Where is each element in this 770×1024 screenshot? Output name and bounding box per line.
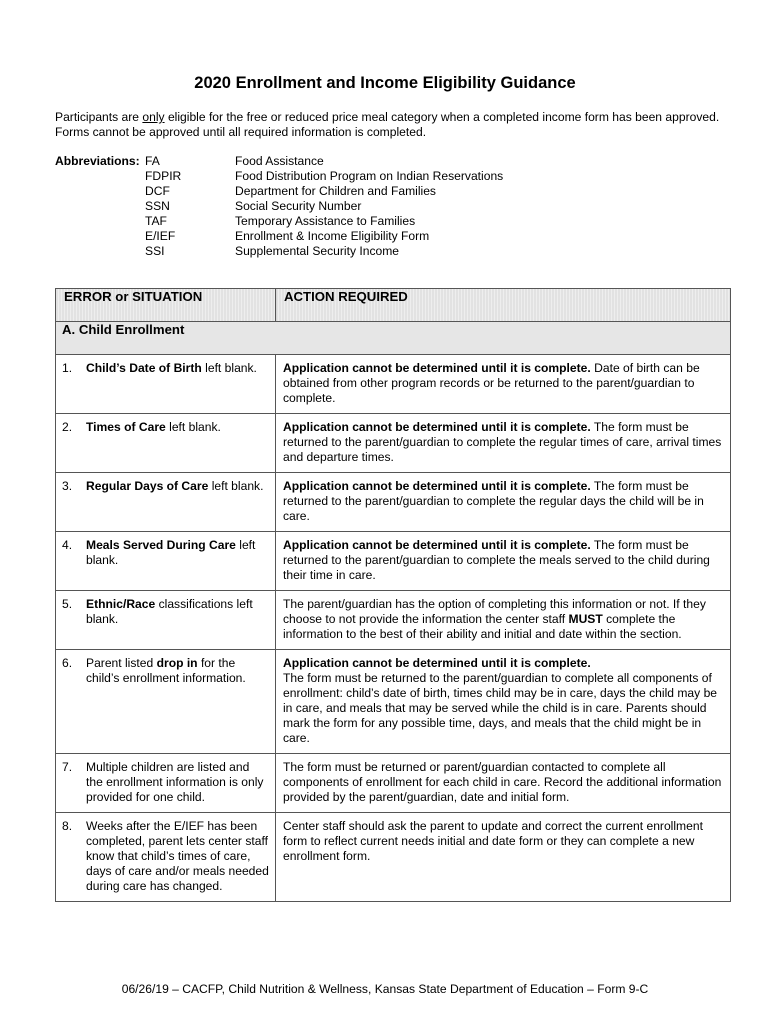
situation-cell [56,754,276,813]
intro-emphasis: only [142,110,165,124]
intro-text-before: Participants are [55,110,143,124]
action-cell: Application cannot be determined until it is complete. The form must be returned to the parent/guardian to complete the regular times of care, arrival times and departure times. [276,414,731,473]
table-row [56,754,731,813]
situation-cell [56,414,276,473]
page-title: 2020 Enrollment and Income Eligibility Guidance [194,74,576,92]
situation-text: Times of Care left blank. [86,420,221,434]
table-row [56,473,731,532]
situation-cell [56,813,276,902]
situation-cell [56,650,276,754]
situation-text: Regular Days of Care left blank. [86,479,264,493]
row-number: 2. [62,420,73,434]
abbr-meaning: Food Assistance [235,154,324,168]
action-cell: The form must be returned or parent/guardian contacted to complete all components of enrollment for each child in care. Record the additional information provided by the parent/guardian, date and initial form. [276,754,731,813]
row-number: 4. [62,538,73,552]
situation-cell [56,591,276,650]
row-number: 1. [62,361,73,375]
situation-text: Weeks after the E/IEF has been completed, parent lets center staff know that child’s times of care, days of care and/or meals needed during care has changed. [86,819,269,893]
abbreviation-meanings [235,154,503,259]
situation-cell [56,532,276,591]
abbr-meaning: Department for Children and Families [235,184,436,198]
abbr-meaning: Food Distribution Program on Indian Reservations [235,169,504,183]
abbr-code: FDPIR [145,169,182,183]
abbr-code: E/IEF [145,229,176,243]
action-cell: Application cannot be determined until it is complete. The form must be returned to the parent/guardian to complete the meals served to the child during their time in care. [276,532,731,591]
row-number: 8. [62,819,73,833]
abbreviations-label: Abbreviations: [55,154,140,168]
situation-text: Meals Served During Care left blank. [86,538,256,567]
abbr-code: SSN [145,199,170,213]
action-cell: Application cannot be determined until it is complete. The form must be returned to the parent/guardian to complete the regular days the child will be in care. [276,473,731,532]
row-number: 3. [62,479,73,493]
section-row [56,322,731,355]
row-number: 7. [62,760,73,774]
guidance-table [55,288,731,902]
action-cell: Application cannot be determined until it is complete. The form must be returned to the parent/guardian to complete all components of enrollment: child’s date of birth, times child may be in care, days the child may be in care, and meals that may be served while the child is in care. Parents should mark the form for any possible time, days, and meals that the child might be in care. [276,650,731,754]
situation-text: Parent listed drop in for the child’s enrollment information. [86,656,246,685]
intro-paragraph [55,110,720,140]
table-row [56,414,731,473]
abbr-code: DCF [145,184,170,198]
table-row [56,532,731,591]
section-title: A. Child Enrollment [56,322,731,355]
table-header-row [56,289,731,322]
abbr-code: SSI [145,244,165,258]
abbr-code: TAF [145,214,167,228]
action-cell: Application cannot be determined until it is complete. Date of birth can be obtained from other program records or be returned to the parent/guardian to complete. [276,355,731,414]
table-row [56,591,731,650]
action-cell: Center staff should ask the parent to update and correct the current enrollment form to reflect current needs initial and date form or they can complete a new enrollment form. [276,813,731,902]
table-row [56,355,731,414]
table-row [56,650,731,754]
situation-text: Child’s Date of Birth left blank. [86,361,257,375]
header-action-required: ACTION REQUIRED [276,289,731,322]
abbr-code: FA [145,154,160,168]
header-error-situation: ERROR or SITUATION [56,289,276,322]
page-footer: 06/26/19 – CACFP, Child Nutrition & Wellness, Kansas State Department of Education – Form 9-C [121,982,649,996]
row-number: 5. [62,597,73,611]
intro-text-after: eligible for the free or reduced price meal category when a completed income form has been approved. Forms cannot be approved until all required information is completed. [55,110,720,139]
table-row [56,813,731,902]
abbr-meaning: Supplemental Security Income [235,244,400,258]
situation-text: Multiple children are listed and the enrollment information is only provided for one child. [86,760,264,804]
action-cell: The parent/guardian has the option of completing this information or not. If they choose to not provide the information the center staff MUST complete the information to the best of their ability and initial and date within the section. [276,591,731,650]
abbr-meaning: Enrollment & Income Eligibility Form [235,229,430,243]
situation-cell [56,473,276,532]
row-number: 6. [62,656,73,670]
situation-cell [56,355,276,414]
abbr-meaning: Temporary Assistance to Families [235,214,416,228]
abbr-meaning: Social Security Number [235,199,362,213]
situation-text: Ethnic/Race classifications left blank. [86,597,253,626]
abbreviation-codes [145,154,181,259]
